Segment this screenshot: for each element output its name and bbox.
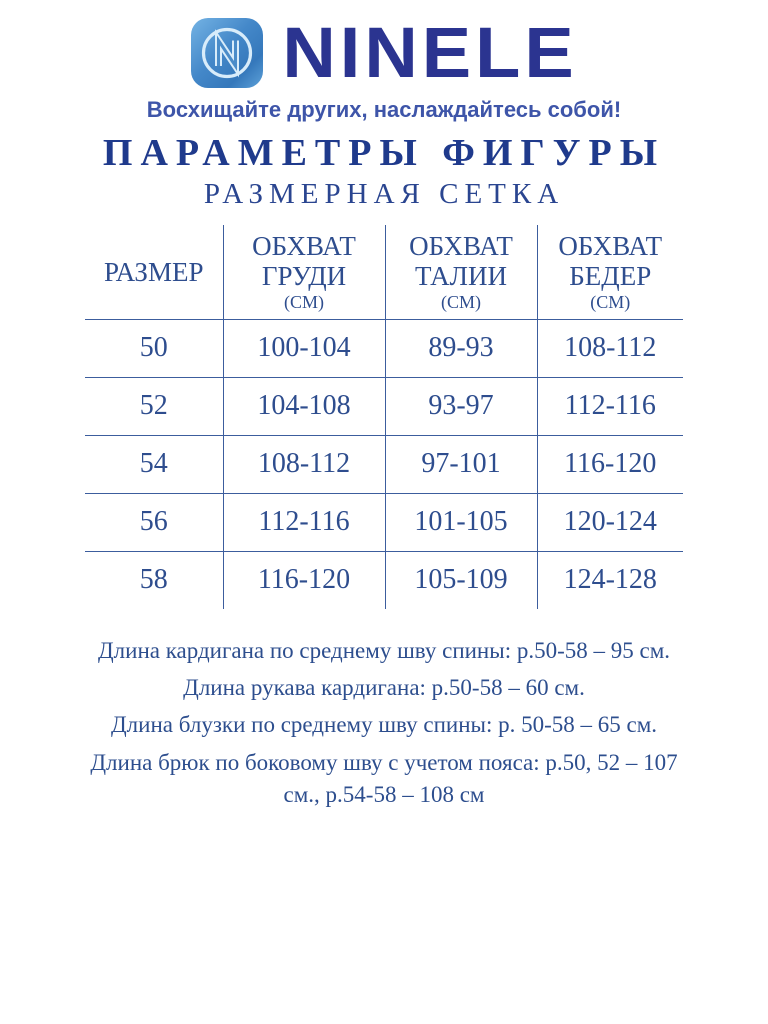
measure-cell: 112-116: [223, 493, 385, 551]
size-cell: 58: [139, 564, 168, 596]
table-row: [85, 435, 683, 493]
size-cell: 52: [85, 377, 223, 435]
column-label: РАЗМЕР: [104, 256, 204, 287]
header-cell-hips: [537, 225, 683, 319]
measurement-notes: [74, 635, 694, 811]
measure-cell: 93-97: [385, 377, 537, 435]
brand-tagline: Восхищайте других, наслаждайтесь собой!: [146, 97, 622, 122]
measure-cell: 124-128: [537, 551, 683, 609]
measure-cell: 100-104: [223, 319, 385, 377]
size-table-header: [85, 225, 683, 319]
measure-cell: 108-112: [223, 435, 385, 493]
brand-wordmark: NINELE: [282, 12, 578, 93]
page-title: ПАРАМЕТРЫ ФИГУРЫ: [102, 132, 666, 174]
size-cell: 54: [85, 435, 223, 493]
column-label: ОБХВАТ БЕДЕР: [558, 230, 663, 292]
size-cell: 56: [85, 493, 223, 551]
note-line: Длина блузки по среднему шву спины: р. 50-58 – 65 см.: [110, 712, 658, 738]
n-monogram-icon: [190, 17, 264, 89]
column-label: ОБХВАТ ГРУДИ: [252, 230, 356, 292]
note-line: Длина брюк по боковому шву с учетом пояса: р.50, 52 – 107 см., р.54-58 – 108 см: [90, 749, 678, 807]
table-row: [85, 377, 683, 435]
table-row: [85, 493, 683, 551]
header-cell-chest: [223, 225, 385, 319]
column-unit: (СМ): [284, 292, 324, 313]
measure-cell: 101-105: [385, 493, 537, 551]
measure-cell: 116-120: [537, 435, 683, 493]
measure-cell: 104-108: [223, 377, 385, 435]
measure-cell: 89-93: [385, 319, 537, 377]
header-cell-size: [85, 225, 223, 319]
column-unit: (СМ): [441, 292, 481, 313]
measure-cell: 116-120: [223, 551, 385, 609]
column-label: ОБХВАТ ТАЛИИ: [409, 230, 513, 292]
size-table-body: [85, 319, 683, 609]
table-row: [85, 551, 683, 609]
measure-cell: 108-112: [537, 319, 683, 377]
table-row: [85, 319, 683, 377]
measure-cell: 120-124: [537, 493, 683, 551]
brand-logo: [0, 0, 768, 93]
measure-cell: 105-109: [385, 551, 537, 609]
note-line: Длина кардигана по среднему шву спины: р.50-58 – 95 см.: [97, 638, 671, 663]
note-line: Длина рукава кардигана: р.50-58 – 60 см.: [183, 675, 585, 701]
column-unit: (СМ): [590, 292, 631, 313]
page-subtitle: РАЗМЕРНАЯ СЕТКА: [203, 178, 565, 210]
measure-cell: 112-116: [537, 377, 683, 435]
size-table: [85, 225, 683, 609]
size-cell: 50: [85, 319, 223, 377]
header-cell-waist: [385, 225, 537, 319]
measure-cell: 97-101: [385, 435, 537, 493]
